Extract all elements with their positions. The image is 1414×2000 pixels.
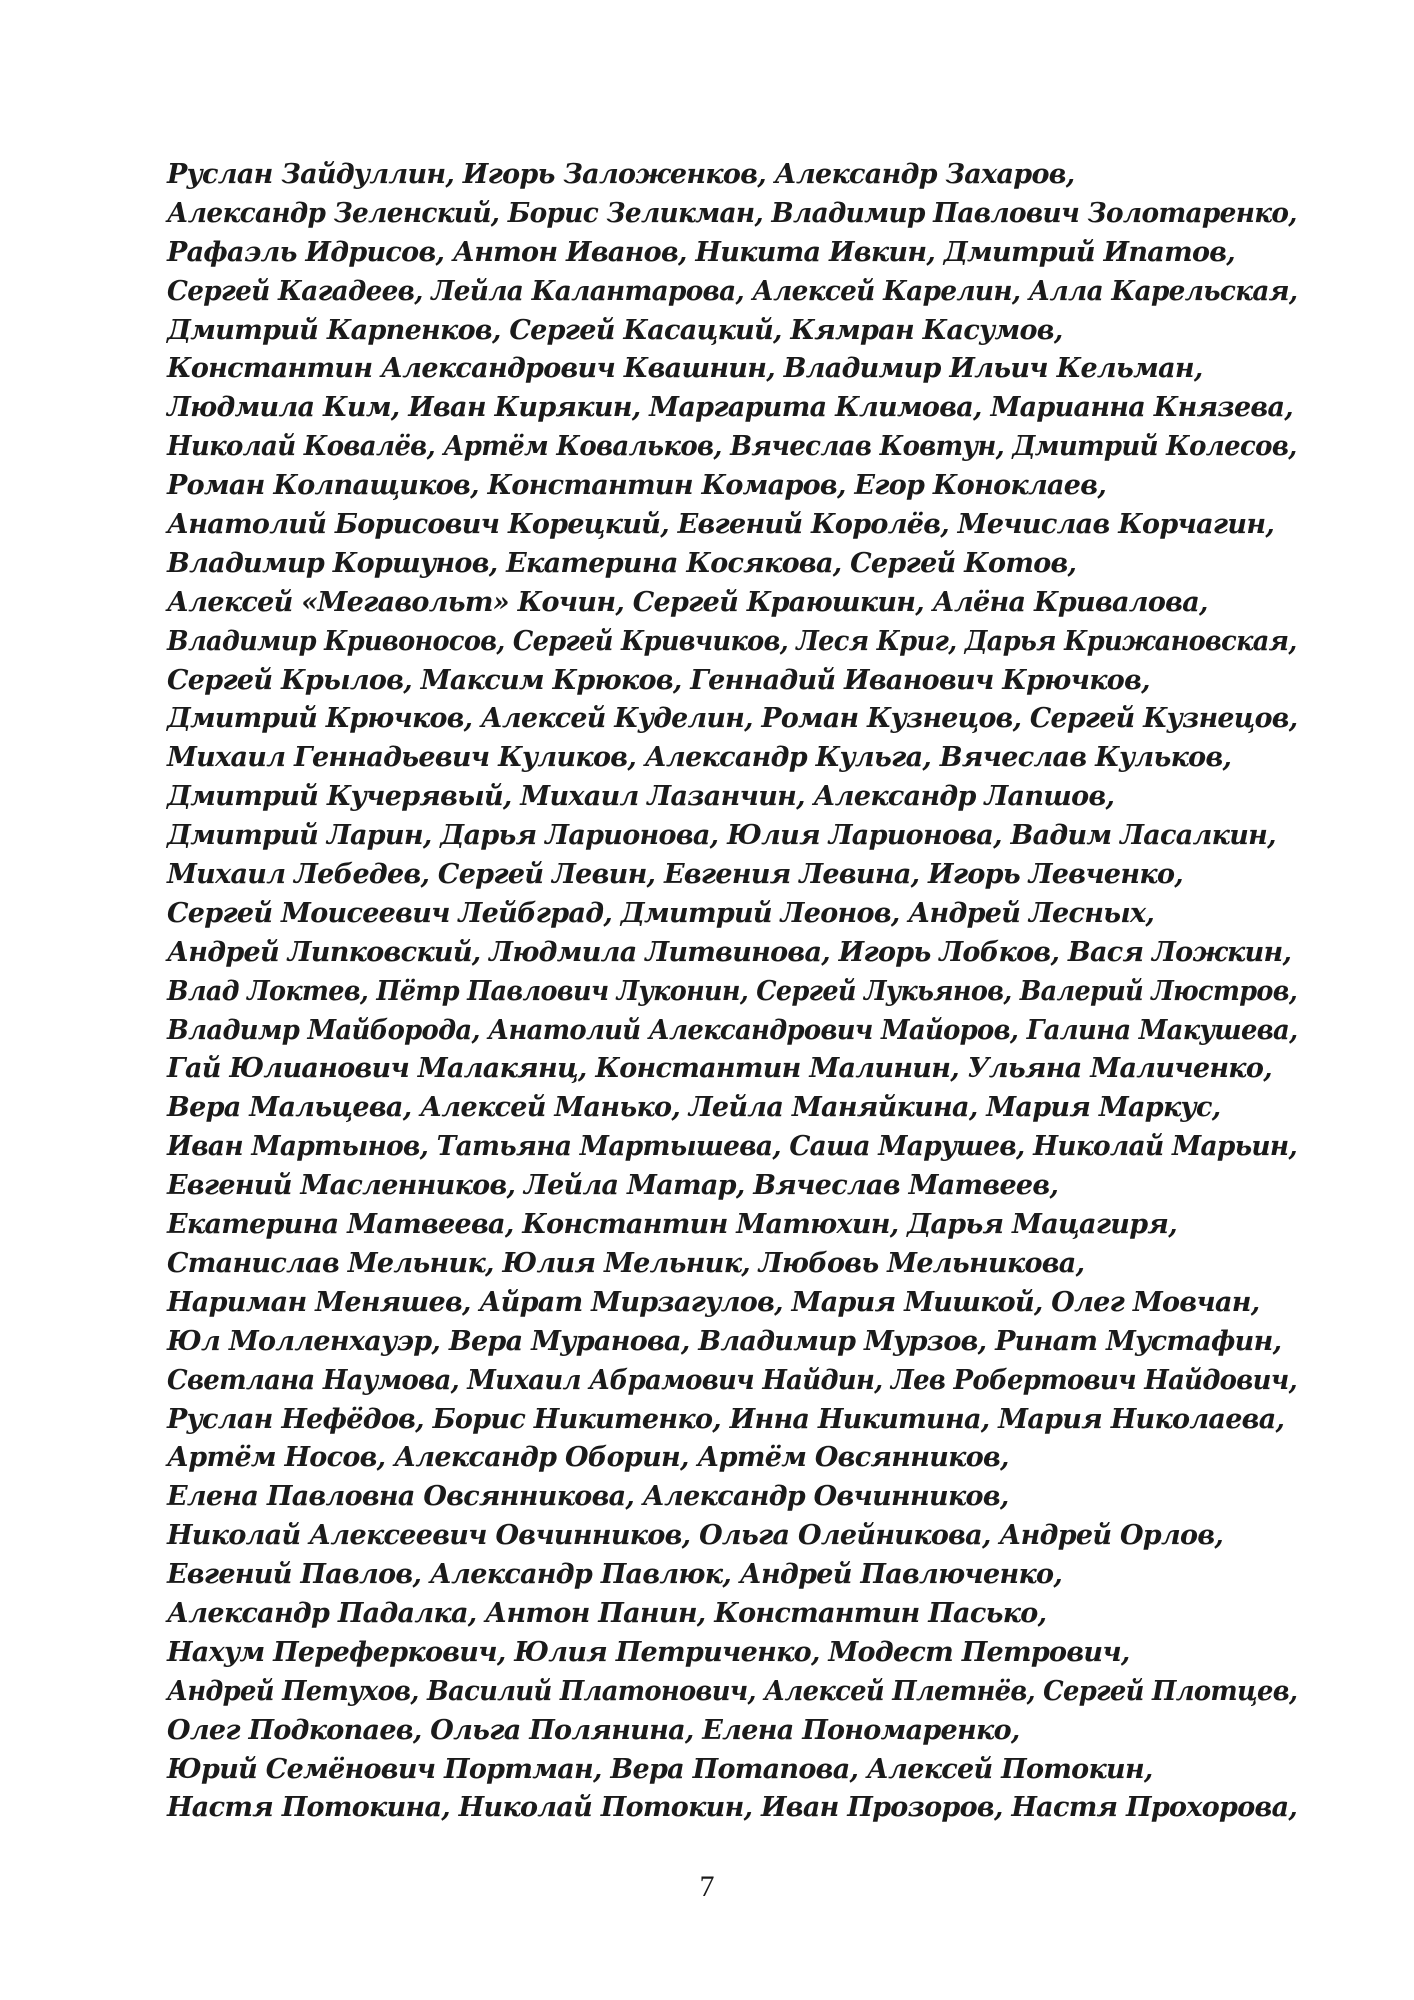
names-line: Юл Молленхауэр, Вера Муранова, Владимир Мурзов, Ринат Мустафин, <box>167 1325 1282 1357</box>
names-line: Артём Носов, Александр Оборин, Артём Овсянников, <box>167 1442 1009 1474</box>
names-line: Анатолий Борисович Корецкий, Евгений Королёв, Мечислав Корчагин, <box>167 509 1275 541</box>
names-line: Сергей Кагадеев, Лейла Калантарова, Алексей Карелин, Алла Карельская, <box>167 275 1298 307</box>
names-line: Владимир Коршунов, Екатерина Косякова, Сергей Котов, <box>167 547 1077 579</box>
names-line: Константин Александрович Квашнин, Владимир Ильич Кельман, <box>167 353 1203 385</box>
names-line: Руслан Нефёдов, Борис Никитенко, Инна Никитина, Мария Николаева, <box>167 1403 1285 1435</box>
names-line: Николай Алексеевич Овчинников, Ольга Олейникова, Андрей Орлов, <box>167 1520 1224 1552</box>
names-line: Дмитрий Крючков, Алексей Куделин, Роман Кузнецов, Сергей Кузнецов, <box>167 703 1298 735</box>
names-line: Владимир Кривоносов, Сергей Кривчиков, Леся Криг, Дарья Крижановская, <box>167 625 1297 657</box>
names-line: Иван Мартынов, Татьяна Мартышева, Саша Марушев, Николай Марьин, <box>167 1131 1297 1163</box>
names-line: Елена Павловна Овсянникова, Александр Овчинников, <box>167 1481 1009 1513</box>
names-line: Руслан Зайдуллин, Игорь Заложенков, Александр Захаров, <box>167 159 1075 190</box>
names-line: Станислав Мельник, Юлия Мельник, Любовь Мельникова, <box>167 1247 1085 1279</box>
names-line: Николай Ковалёв, Артём Ковальков, Вячеслав Ковтун, Дмитрий Колесов, <box>167 431 1297 463</box>
names-line: Андрей Липковский, Людмила Литвинова, Игорь Лобков, Вася Ложкин, <box>167 936 1292 968</box>
names-line: Владимр Майборода, Анатолий Александрович Майоров, Галина Макушева, <box>167 1014 1298 1046</box>
names-line: Дмитрий Кучерявый, Михаил Лазанчин, Александр Лапшов, <box>167 781 1115 813</box>
names-line: Екатерина Матвеева, Константин Матюхин, Дарья Мацагиря, <box>167 1209 1177 1241</box>
names-line: Светлана Наумова, Михаил Абрамович Найдин, Лев Робертович Найдович, <box>167 1364 1297 1396</box>
names-line: Александр Падалка, Антон Панин, Константин Пасько, <box>167 1597 1047 1629</box>
names-line: Вера Мальцева, Алексей Манько, Лейла Маняйкина, Мария Маркус, <box>167 1092 1221 1124</box>
names-list <box>167 156 1297 1828</box>
names-line: Сергей Крылов, Максим Крюков, Геннадий Иванович Крючков, <box>167 664 1150 696</box>
names-line: Нариман Меняшев, Айрат Мирзагулов, Мария Мишкой, Олег Мовчан, <box>167 1286 1260 1318</box>
names-line: Михаил Лебедев, Сергей Левин, Евгения Левина, Игорь Левченко, <box>167 859 1183 891</box>
names-line: Людмила Ким, Иван Кирякин, Маргарита Климова, Марианна Князева, <box>167 392 1293 424</box>
names-line: Роман Колпащиков, Константин Комаров, Егор Коноклаев, <box>167 470 1107 502</box>
names-line: Гай Юлианович Малакянц, Константин Малинин, Ульяна Маличенко, <box>167 1053 1272 1085</box>
names-line: Настя Потокина, Николай Потокин, Иван Прозоров, Настя Прохорова, <box>167 1792 1298 1824</box>
names-line: Михаил Геннадьевич Куликов, Александр Кульга, Вячеслав Кульков, <box>167 742 1232 774</box>
names-line: Юрий Семёнович Портман, Вера Потапова, Алексей Потокин, <box>167 1753 1153 1785</box>
page-number: 7 <box>699 1870 715 1903</box>
names-line: Дмитрий Ларин, Дарья Ларионова, Юлия Ларионова, Вадим Ласалкин, <box>167 820 1276 852</box>
names-line: Андрей Петухов, Василий Платонович, Алексей Плетнёв, Сергей Плотцев, <box>167 1675 1298 1707</box>
names-line: Рафаэль Идрисов, Антон Иванов, Никита Ивкин, Дмитрий Ипатов, <box>167 236 1235 268</box>
names-line: Нахум Переферкович, Юлия Петриченко, Модест Петрович, <box>167 1636 1130 1668</box>
names-line: Олег Подкопаев, Ольга Полянина, Елена Пономаренко, <box>167 1714 1020 1746</box>
names-line: Влад Локтев, Пётр Павлович Луконин, Сергей Лукьянов, Валерий Люстров, <box>167 975 1298 1007</box>
names-line: Алексей «Мегавольт» Кочин, Сергей Краюшкин, Алёна Кривалова, <box>167 586 1208 618</box>
names-line: Евгений Павлов, Александр Павлюк, Андрей Павлюченко, <box>167 1559 1063 1591</box>
names-line: Сергей Моисеевич Лейбград, Дмитрий Леонов, Андрей Лесных, <box>167 897 1155 929</box>
names-line: Александр Зеленский, Борис Зеликман, Владимир Павлович Золотаренко, <box>167 197 1297 229</box>
names-line: Дмитрий Карпенков, Сергей Касацкий, Кямран Касумов, <box>167 314 1063 346</box>
names-line: Евгений Масленников, Лейла Матар, Вячеслав Матвеев, <box>167 1170 1059 1202</box>
